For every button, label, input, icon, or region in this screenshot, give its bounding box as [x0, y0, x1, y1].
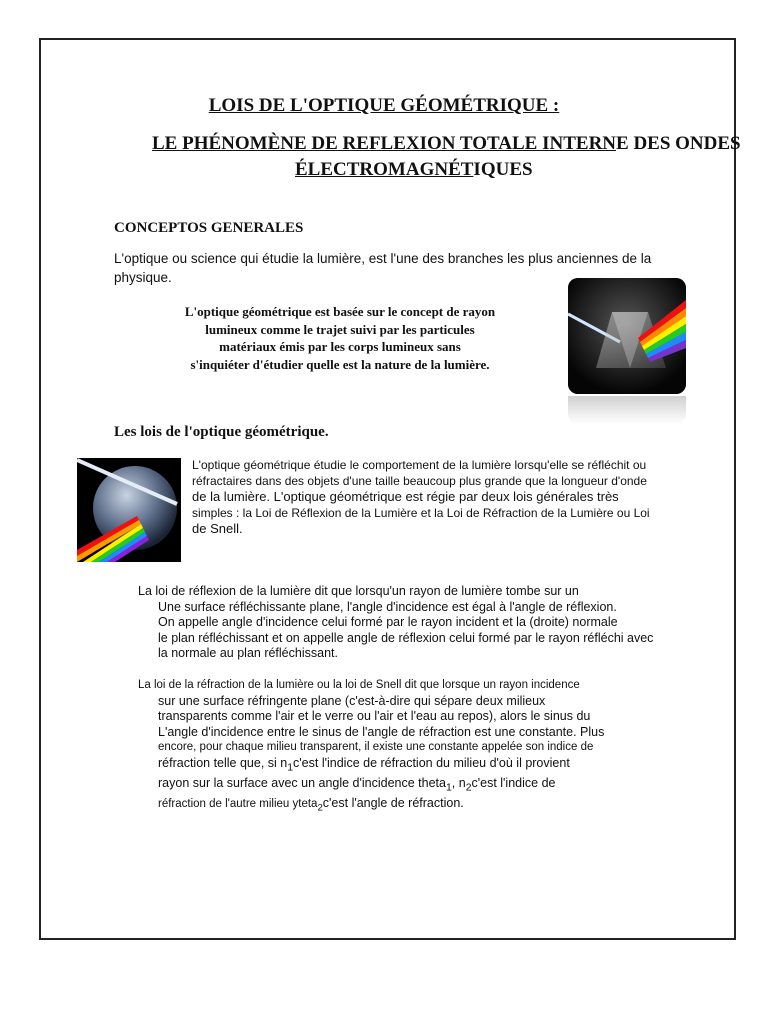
prism-image-reflection — [568, 396, 686, 424]
section-heading-concepts: CONCEPTOS GENERALES — [114, 220, 304, 236]
lois-paragraph: L'optique géométrique étudie le comportement de la lumière lorsqu'elle se réfléchit ou réfractaires dans des objets d'une taille beaucoup plus grande que la longueur d'onde de la lumière. L'optique géométrique est régie par deux lois générales très simples : la Loi de Réflexion de la Lumière et la Loi de Réfraction de la Lumière ou Loi de Snell. — [192, 458, 650, 536]
section-heading-lois: Les lois de l'optique géométrique. — [114, 424, 329, 440]
list-item-reflexion: La loi de réflexion de la lumière dit que lorsqu'un rayon de lumière tombe sur un Une surface réfléchissante plane, l'angle d'incidence est égal à l'angle de réflexion. On appelle angle d'incidence celui formé par le rayon incident et la (droite) normale le plan réfléchissant et on appelle angle de réflexion celui formé par le rayon réfléchi avec la normale au plan réfléchissant. — [138, 584, 654, 660]
main-title: LOIS DE L'OPTIQUE GÉOMÉTRIQUE : — [208, 95, 560, 116]
sphere-dispersion-image — [77, 458, 181, 562]
optics-definition-quote: L'optique géométrique est basée sur le concept de rayon lumineux comme le trajet suivi par les particules matériaux émis par les corps lumineux sans s'inquiéter d'étudier quelle est la nature de la lumière. — [184, 304, 496, 372]
prism-image — [568, 278, 686, 394]
list-item-refraction: La loi de la réfraction de la lumière ou la loi de Snell dit que lorsque un rayon incidence sur une surface réfringente plane (c'est-à-dire qui sépare deux milieux transparents comme l'air et le verre ou l'air et l'eau au repos), alors le sinus du L'angle d'incidence entre le sinus de l'angle de réfraction est une constante. Plus encore, pour chaque milieu transparent, il existe une constante appelée son indice de réfraction telle que, si $n_1c'est$ l'indice de réfraction du milieu d'où il provient rayon sur la surface avec un angle d'incidence theta$_1$, $n_2c'est$ l'indice de réfraction de l'autre milieu yteta$_2$c'est l'angle de réfraction. — [138, 679, 605, 813]
intro-paragraph: L'optique ou science qui étudie la lumière, est l'une des branches les plus anciennes de la physique. — [114, 251, 652, 285]
subtitle: LE PHÉNOMÈNE DE REFLEXION TOTALE INTERNE DES ONDES ÉLECTROMAGNÉTIQUES — [152, 133, 741, 180]
